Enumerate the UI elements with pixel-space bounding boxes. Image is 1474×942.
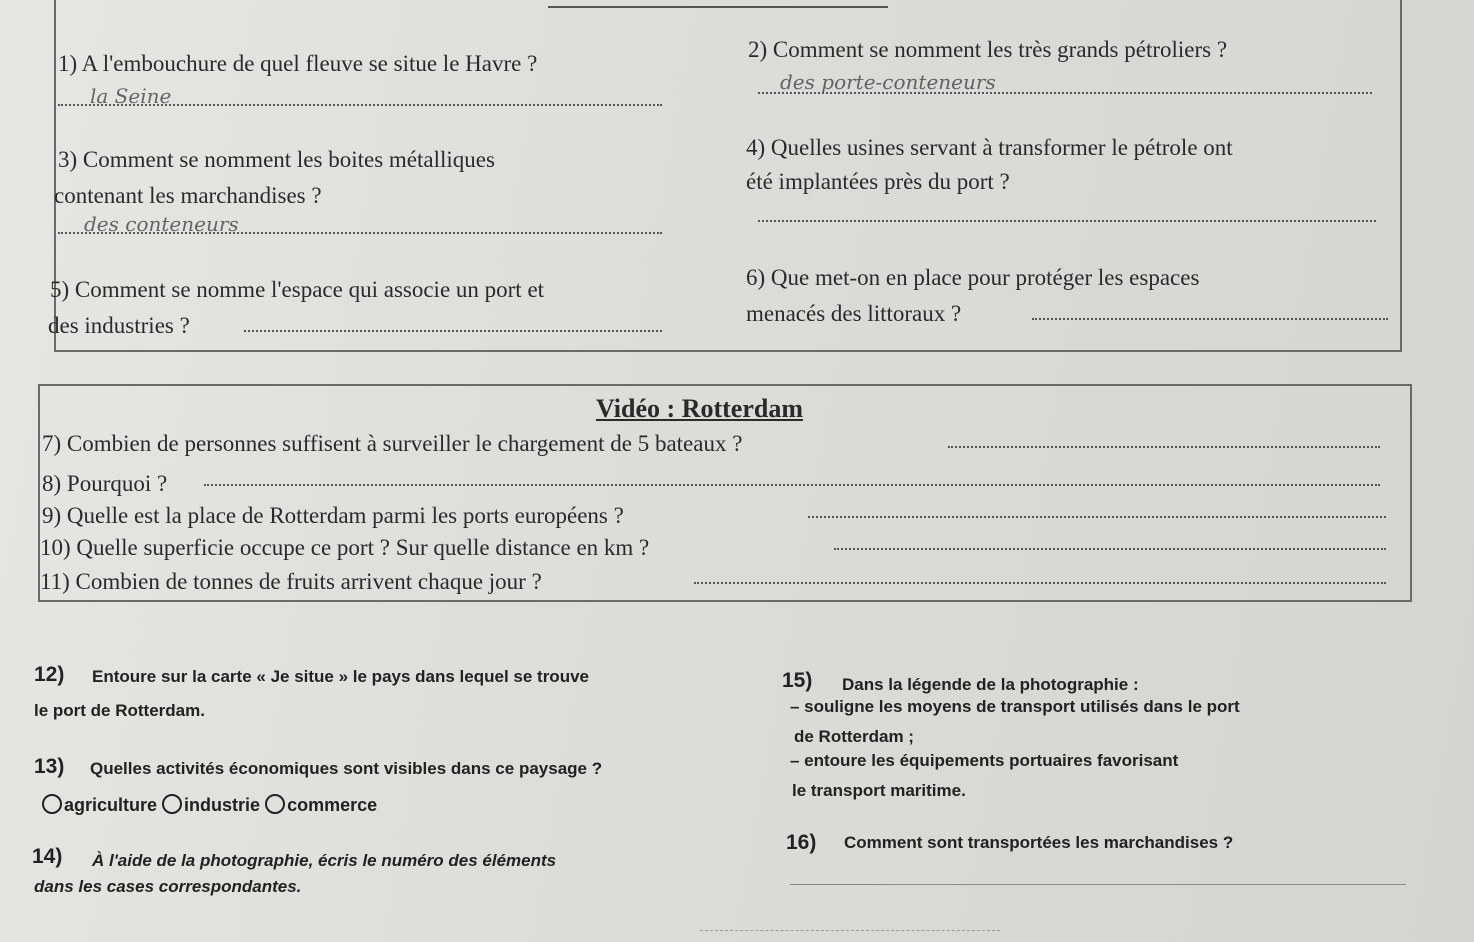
question-4-line2: été implantées près du port ? [746,169,1010,194]
answer-6-line[interactable] [1032,318,1388,320]
question-16: Comment sont transportées les marchandises ? [844,833,1234,852]
option-industrie[interactable]: industrie [162,795,260,815]
question-15-line3: de Rotterdam ; [794,727,914,746]
question-8: 8) Pourquoi ? [42,471,168,496]
question-5-line1: 5) Comment se nomme l'espace qui associe un port et [50,277,545,302]
question-16-number: 16) [786,831,817,854]
question-12-line1: Entoure sur la carte « Je situe » le pays dans lequel se trouve [92,667,589,686]
bottom-edge-mark [700,930,1000,931]
option-commerce[interactable]: commerce [265,795,377,815]
question-6-line2: menacés des littoraux ? [746,301,962,326]
question-12-line2: le port de Rotterdam. [34,701,205,720]
answer-1-handwriting: la Seine [90,84,172,108]
question-11: 11) Combien de tonnes de fruits arrivent chaque jour ? [40,569,542,594]
answer-1-line[interactable] [58,104,662,106]
question-14-line2: dans les cases correspondantes. [34,877,302,896]
answer-3-line[interactable] [58,232,662,234]
question-13-number: 13) [34,755,65,778]
answer-7-line[interactable] [948,446,1380,448]
question-1: 1) A l'embouchure de quel fleuve se situe le Havre ? [58,51,538,76]
question-5-line2: des industries ? [48,313,190,338]
question-6-line1: 6) Que met-on en place pour protéger les espaces [746,265,1200,290]
answer-5-line[interactable] [244,330,662,332]
question-15-line5: le transport maritime. [792,781,966,800]
question-15-line4: – entoure les équipements portuaires favorisant [790,751,1179,770]
answer-16-line[interactable] [790,884,1406,885]
question-13: Quelles activités économiques sont visibles dans ce paysage ? [90,759,603,778]
question-10: 10) Quelle superficie occupe ce port ? Sur quelle distance en km ? [40,535,650,560]
question-15-line1: Dans la légende de la photographie : [842,675,1139,694]
question-7: 7) Combien de personnes suffisent à surveiller le chargement de 5 bateaux ? [42,431,743,456]
question-12-number: 12) [34,663,65,686]
answer-8-line[interactable] [204,484,1380,486]
answer-2-handwriting: des porte-conteneurs [780,70,996,94]
option-agriculture[interactable]: agriculture [42,795,157,815]
question-4-line1: 4) Quelles usines servant à transformer le pétrole ont [746,135,1233,160]
circle-icon [265,794,285,814]
answer-4-line[interactable] [758,220,1376,222]
answer-3-handwriting: des conteneurs [84,212,239,236]
answer-11-line[interactable] [694,582,1386,584]
circle-icon [162,794,182,814]
question-15-number: 15) [782,669,813,692]
question-3-line2: contenant les marchandises ? [54,183,322,208]
answer-9-line[interactable] [808,516,1386,518]
question-9: 9) Quelle est la place de Rotterdam parmi les ports européens ? [42,503,624,528]
circle-icon [42,794,62,814]
answer-10-line[interactable] [834,548,1386,550]
activity-options [42,794,377,814]
question-14-number: 14) [32,845,63,868]
question-15-line2: – souligne les moyens de transport utilisés dans le port [790,697,1240,716]
video-title: Vidéo : Rotterdam [596,394,803,423]
question-3-line1: 3) Comment se nomment les boites métalliques [58,147,495,172]
question-14-line1: À l'aide de la photographie, écris le numéro des éléments [92,851,557,870]
answer-2-line[interactable] [758,92,1372,94]
question-2: 2) Comment se nomment les très grands pétroliers ? [748,37,1228,62]
